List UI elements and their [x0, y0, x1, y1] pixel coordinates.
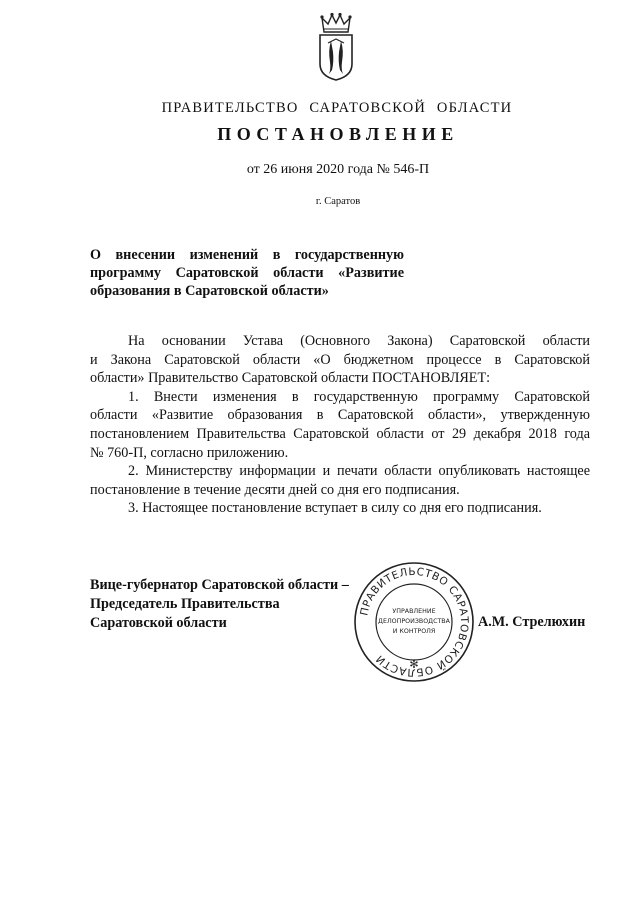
- stamp-ring-text: ПРАВИТЕЛЬСТВО САРАТОВСКОЙ ОБЛАСТИ: [358, 565, 471, 679]
- stamp-center-line: И КОНТРОЛЯ: [392, 628, 436, 635]
- signer-position-line: Председатель Правительства: [90, 596, 280, 612]
- stamp-center-line: УПРАВЛЕНИЕ: [392, 608, 436, 615]
- document-subject: [90, 246, 404, 300]
- government-name: ПРАВИТЕЛЬСТВО САРАТОВСКОЙ ОБЛАСТИ: [161, 100, 513, 116]
- document-city: г. Саратов: [315, 196, 361, 207]
- body-line: постановление в течение десяти дней со дня его подписания.: [90, 481, 460, 498]
- signer-position-line: Саратовской области: [90, 615, 227, 631]
- body-line: № 760-П, согласно приложению.: [90, 444, 289, 461]
- subject-line: образования в Саратовской области»: [90, 283, 329, 299]
- signer-name: А.М. Стрелюхин: [478, 614, 586, 630]
- document-date-number: от 26 июня 2020 года № 546-П: [246, 162, 430, 177]
- document-body: [90, 332, 590, 518]
- document-type: ПОСТАНОВЛЕНИЕ: [217, 124, 459, 144]
- body-line: 3. Настоящее постановление вступает в силу со дня его подписания.: [128, 500, 542, 517]
- body-line: и Закона Саратовской области «О бюджетном процессе в Саратовской: [90, 351, 590, 368]
- stamp-star-icon: ✻: [409, 658, 419, 671]
- body-line: области» Правительство Саратовской области ПОСТАНОВЛЯЕТ:: [90, 370, 491, 387]
- body-line: 1. Внести изменения в государственную программу Саратовской: [128, 388, 590, 405]
- body-line: На основании Устава (Основного Закона) Саратовской области: [128, 333, 590, 349]
- signer-position-line: Вице-губернатор Саратовской области –: [90, 577, 349, 593]
- body-line: постановлением Правительства Саратовской области от 29 декабря 2018 года: [90, 425, 590, 442]
- signer-position: [90, 576, 370, 633]
- subject-line: программу Саратовской области «Развитие: [90, 265, 404, 281]
- body-line: 2. Министерству информации и печати области опубликовать настоящее: [128, 463, 590, 480]
- official-stamp: [352, 560, 476, 684]
- stamp-center-line: ДЕЛОПРОИЗВОДСТВА: [378, 618, 450, 625]
- saratov-coat-of-arms-icon: [316, 12, 356, 82]
- subject-line: О внесении изменений в государственную: [90, 247, 404, 263]
- body-line: области «Развитие образования в Саратовской области», утвержденную: [90, 407, 590, 424]
